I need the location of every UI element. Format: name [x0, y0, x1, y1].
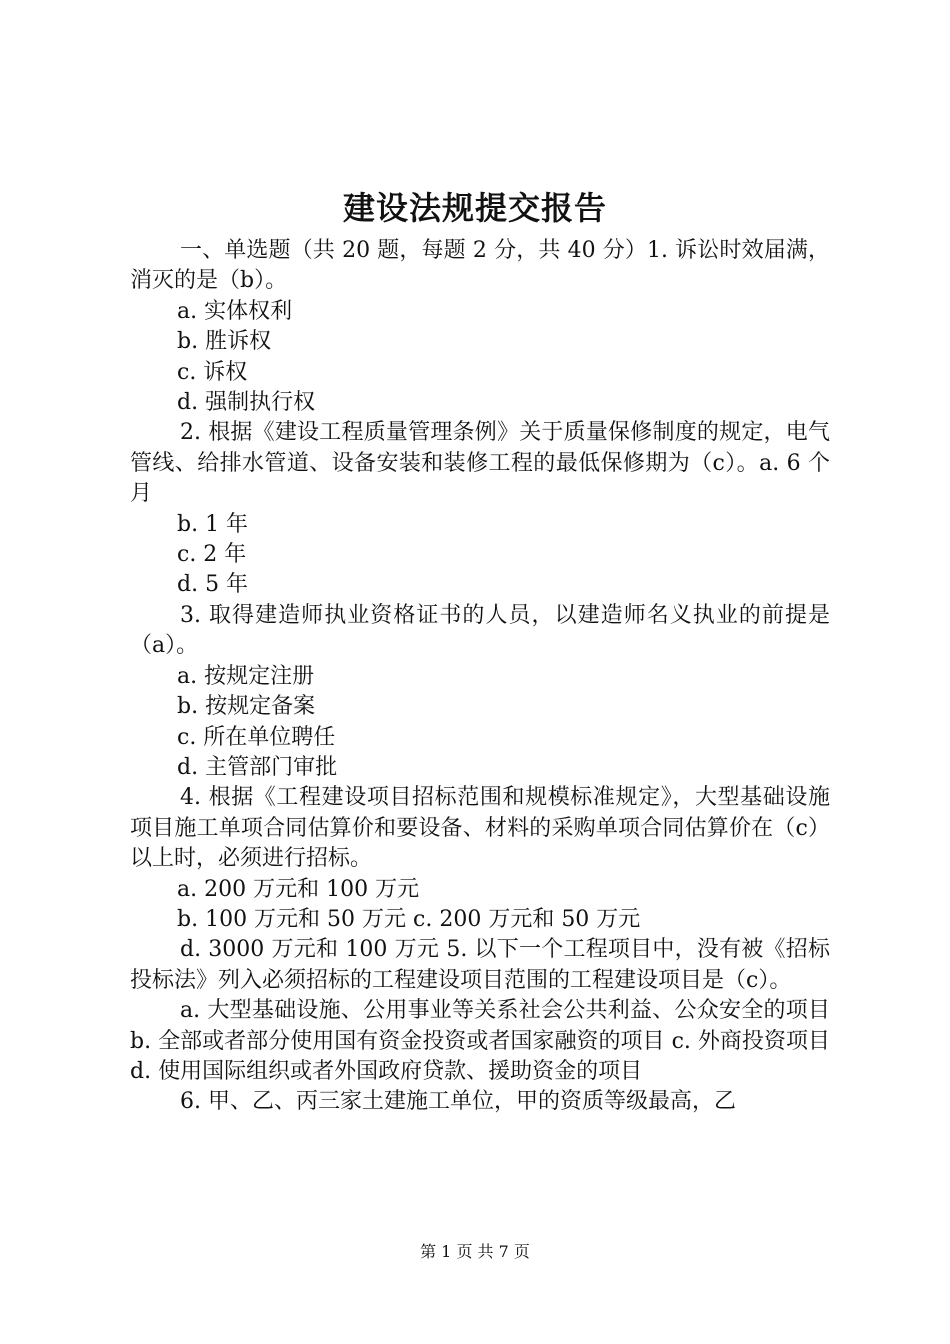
option-line: d. 5 年	[177, 572, 249, 598]
option-line: b. 按规定备案	[177, 694, 316, 720]
paragraph: a. 大型基础设施、公用事业等关系社会公共利益、公众安全的项目 b. 全部或者部分使用国有资金投资或者国家融资的项目 c. 外商投资项目 d. 使用国际组织或者外国政府贷款、援助资金的项目	[130, 998, 830, 1084]
option-line: a. 实体权利	[177, 298, 293, 324]
option-line: b. 胜诉权	[177, 329, 272, 355]
page-footer: 第 1 页 共 7 页	[420, 1242, 530, 1261]
paragraph: 3. 取得建造师执业资格证书的人员，以建造师名义执业的前提是（a）。	[130, 602, 830, 659]
option-line: c. 诉权	[177, 359, 248, 385]
paragraph: d. 3000 万元和 100 万元 5. 以下一个工程项目中，没有被《招标投标法》列入必须招标的工程建设项目范围的工程建设项目是（c）。	[130, 937, 830, 993]
option-line: d. 主管部门审批	[177, 754, 338, 780]
option-line: b. 100 万元和 50 万元 c. 200 万元和 50 万元	[177, 906, 641, 932]
document-body	[130, 236, 830, 1118]
option-line: c. 2 年	[177, 542, 247, 568]
paragraph: 一、单选题（共 20 题，每题 2 分，共 40 分）1. 诉讼时效届满，消灭的是（b）。	[130, 238, 830, 294]
option-line: a. 200 万元和 100 万元	[177, 876, 420, 902]
option-line: b. 1 年	[177, 511, 249, 537]
option-line: c. 所在单位聘任	[177, 724, 336, 750]
paragraph: 4. 根据《工程建设项目招标范围和规模标准规定》，大型基础设施项目施工单项合同估算价和要设备、材料的采购单项合同估算价在（c）以上时，必须进行招标。	[130, 785, 830, 872]
document-title: 建设法规提交报告	[342, 189, 607, 227]
paragraph: 2. 根据《建设工程质量管理条例》关于质量保修制度的规定，电气管线、给排水管道、设备安装和装修工程的最低保修期为（c）。a. 6 个月	[130, 420, 830, 507]
option-line: a. 按规定注册	[177, 663, 315, 689]
option-line: d. 强制执行权	[177, 390, 316, 416]
paragraph: 6. 甲、乙、丙三家土建施工单位，甲的资质等级最高，乙	[180, 1089, 736, 1115]
